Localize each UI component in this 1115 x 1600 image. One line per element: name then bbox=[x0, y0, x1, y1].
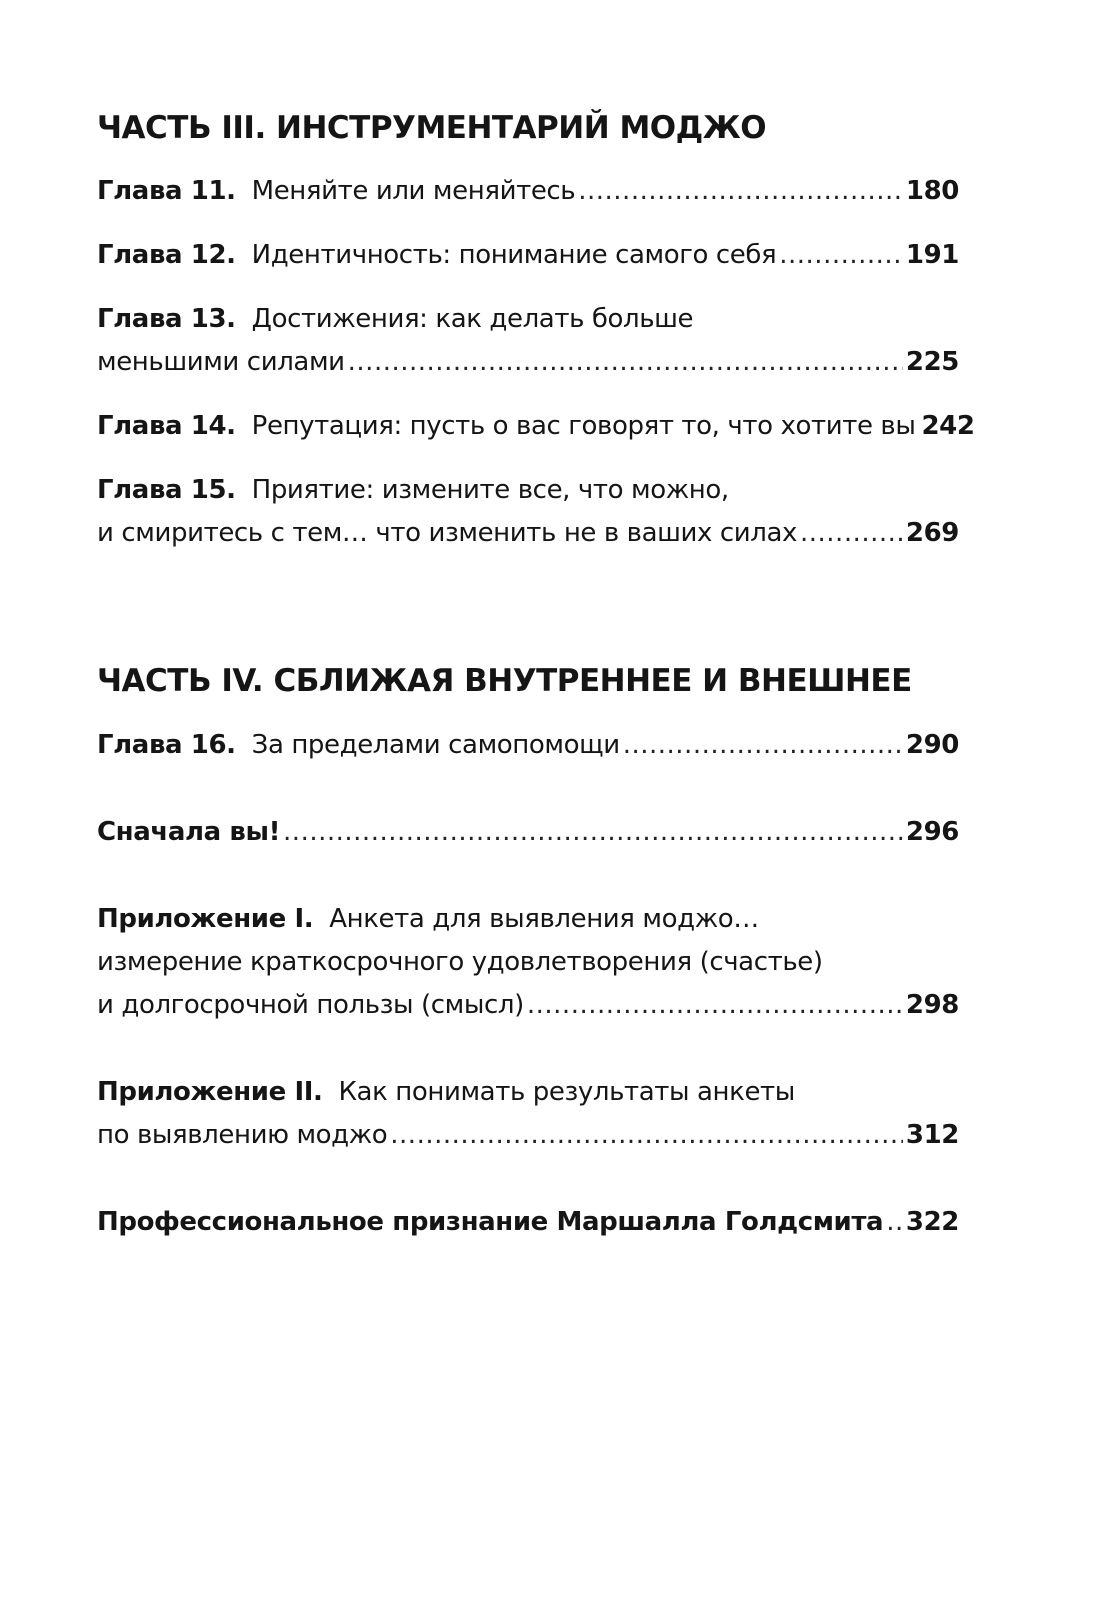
toc-line bbox=[97, 984, 959, 1027]
chapter-label: Глава 12. bbox=[97, 240, 236, 270]
toc-line bbox=[97, 341, 959, 384]
page-number: 290 bbox=[905, 730, 959, 760]
toc-entry-appendix-1 bbox=[97, 898, 959, 1027]
toc-entry-chapter-14 bbox=[97, 405, 975, 448]
page-number: 242 bbox=[921, 411, 975, 441]
appendix-title-continued: и долгосрочной пользы (смысл) bbox=[97, 990, 524, 1020]
appendix-label: Приложение I. bbox=[97, 904, 314, 934]
section-title: Профессиональное признание Маршалла Голдсмита bbox=[97, 1207, 884, 1237]
section-title: Сначала вы! bbox=[97, 817, 281, 847]
chapter-title: Идентичность: понимание самого себя bbox=[251, 240, 777, 270]
toc-line bbox=[97, 811, 959, 854]
toc-entry-appendix-2 bbox=[97, 1071, 959, 1157]
chapter-title: За пределами самопомощи bbox=[251, 730, 620, 760]
chapter-title: Меняйте или меняйтесь bbox=[251, 176, 576, 206]
toc-entry-first-you bbox=[97, 811, 959, 854]
appendix-label: Приложение II. bbox=[97, 1077, 323, 1107]
dot-leader bbox=[390, 1114, 903, 1157]
chapter-label: Глава 15. bbox=[97, 475, 236, 505]
toc-line bbox=[97, 1201, 959, 1244]
toc-entry-chapter-16 bbox=[97, 724, 959, 767]
page-number: 298 bbox=[905, 990, 959, 1020]
toc-entry-chapter-11 bbox=[97, 170, 959, 213]
page-number: 269 bbox=[905, 518, 959, 548]
dot-leader bbox=[623, 724, 903, 767]
chapter-title-continued: меньшими силами bbox=[97, 347, 345, 377]
toc-entry-chapter-12 bbox=[97, 234, 959, 277]
toc-entry-recognition bbox=[97, 1201, 959, 1244]
part-title: ЧАСТЬ III. ИНСТРУМЕНТАРИЙ МОДЖО bbox=[97, 110, 767, 146]
toc-line bbox=[97, 298, 959, 341]
appendix-title-continued: измерение краткосрочного удовлетворения (счастье) bbox=[97, 947, 823, 977]
part-title: ЧАСТЬ IV. СБЛИЖАЯ ВНУТРЕННЕЕ И ВНЕШНЕЕ bbox=[97, 663, 912, 699]
toc-line bbox=[97, 512, 959, 555]
chapter-title: Достижения: как делать больше bbox=[251, 304, 694, 334]
toc-line bbox=[97, 1071, 959, 1114]
page-number: 322 bbox=[905, 1207, 959, 1237]
toc-line bbox=[97, 898, 959, 941]
dot-leader bbox=[886, 1201, 903, 1244]
toc-line bbox=[97, 1114, 959, 1157]
toc-line bbox=[97, 469, 959, 512]
toc-line bbox=[97, 170, 959, 213]
chapter-label: Глава 11. bbox=[97, 176, 236, 206]
page-number: 312 bbox=[905, 1120, 959, 1150]
dot-leader bbox=[578, 170, 903, 213]
dot-leader bbox=[779, 234, 903, 277]
page-number: 180 bbox=[905, 176, 959, 206]
dot-leader bbox=[283, 811, 903, 854]
appendix-title: Анкета для выявления моджо… bbox=[329, 904, 759, 934]
page-number: 296 bbox=[905, 817, 959, 847]
appendix-title: Как понимать результаты анкеты bbox=[338, 1077, 795, 1107]
toc-line bbox=[97, 941, 959, 984]
chapter-label: Глава 16. bbox=[97, 730, 236, 760]
toc-entry-chapter-13 bbox=[97, 298, 959, 384]
dot-leader bbox=[348, 341, 903, 384]
chapter-label: Глава 14. bbox=[97, 411, 236, 441]
page-number: 225 bbox=[905, 347, 959, 377]
chapter-title: Приятие: измените все, что можно, bbox=[251, 475, 729, 505]
appendix-title-continued: по выявлению моджо bbox=[97, 1120, 388, 1150]
page-number: 191 bbox=[905, 240, 959, 270]
chapter-title-continued: и смиритесь с тем… что изменить не в ваших силах bbox=[97, 518, 797, 548]
toc-line bbox=[97, 724, 959, 767]
table-of-contents bbox=[97, 108, 975, 1244]
chapter-label: Глава 13. bbox=[97, 304, 236, 334]
toc-line bbox=[97, 234, 959, 277]
toc-line bbox=[97, 405, 975, 448]
chapter-title: Репутация: пусть о вас говорят то, что хотите вы bbox=[251, 411, 916, 441]
toc-entry-chapter-15 bbox=[97, 469, 959, 555]
dot-leader bbox=[800, 512, 903, 555]
dot-leader bbox=[527, 984, 903, 1027]
